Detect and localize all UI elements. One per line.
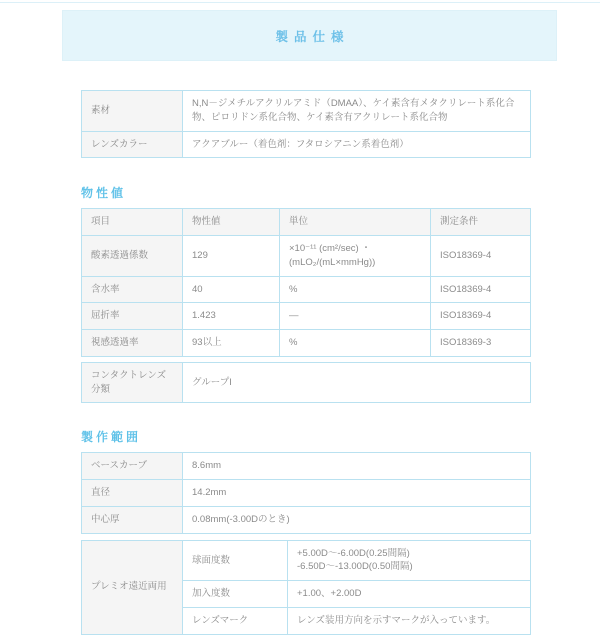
luminous-transmittance-condition: ISO18369-3 — [431, 330, 531, 357]
section-title-physical-properties: 物性値 — [81, 186, 127, 201]
unit-line-1: ×10⁻¹¹ (cm²/sec) ・ — [289, 243, 371, 255]
spherical-power-line-1: +5.00D〜-6.00D(0.25間隔) — [297, 547, 410, 559]
table-row — [82, 453, 531, 480]
col-header-unit: 単位 — [280, 209, 431, 236]
classification-label: コンタクトレンズ分類 — [82, 362, 183, 403]
lens-mark-label: レンズマーク — [183, 608, 288, 635]
oxygen-permeability-value: 129 — [183, 236, 280, 277]
table-row — [82, 236, 531, 277]
refractive-index-condition: ISO18369-4 — [431, 303, 531, 330]
premio-multifocal-label: プレミオ遠近両用 — [82, 540, 183, 634]
luminous-transmittance-unit: % — [280, 330, 431, 357]
table-row — [82, 506, 531, 533]
water-content-label: 含水率 — [82, 276, 183, 303]
col-header-value: 物性値 — [183, 209, 280, 236]
spherical-power-label: 球面度数 — [183, 540, 288, 581]
center-thickness-value: 0.08mm(-3.00Dのとき) — [183, 506, 531, 533]
oxygen-permeability-unit — [280, 236, 431, 277]
material-label: 素材 — [82, 91, 183, 132]
table-row — [82, 303, 531, 330]
spherical-power-line-2: -6.50D〜-13.00D(0.50間隔) — [297, 561, 413, 573]
col-header-item: 項目 — [82, 209, 183, 236]
table-row — [82, 362, 531, 403]
col-header-condition: 測定条件 — [431, 209, 531, 236]
lens-mark-value: レンズ装用方向を示すマークが入っています。 — [288, 608, 531, 635]
table-row — [82, 480, 531, 507]
water-content-unit: % — [280, 276, 431, 303]
lens-color-label: レンズカラー — [82, 131, 183, 158]
section-title-production-range: 製作範囲 — [81, 430, 142, 445]
table-row — [82, 131, 531, 158]
addition-power-label: 加入度数 — [183, 581, 288, 608]
refractive-index-label: 屈折率 — [82, 303, 183, 330]
refractive-index-value: 1.423 — [183, 303, 280, 330]
water-content-condition: ISO18369-4 — [431, 276, 531, 303]
materials-table — [81, 90, 531, 158]
base-curve-label: ベースカーブ — [82, 453, 183, 480]
table-row — [82, 276, 531, 303]
luminous-transmittance-value: 93以上 — [183, 330, 280, 357]
premio-multifocal-table — [81, 540, 531, 635]
oxygen-permeability-condition: ISO18369-4 — [431, 236, 531, 277]
classification-value: グループI — [183, 362, 531, 403]
unit-line-2: (mLO₂/(mL×mmHg)) — [289, 256, 376, 268]
oxygen-permeability-label: 酸素透過係数 — [82, 236, 183, 277]
addition-power-value: +1.00、+2.00D — [288, 581, 531, 608]
base-curve-value: 8.6mm — [183, 453, 531, 480]
lens-color-value: アクアブルー（着色剤：フタロシアニン系着色剤） — [183, 131, 531, 158]
spherical-power-value — [288, 540, 531, 581]
physical-properties-table — [81, 208, 531, 357]
page-title-banner — [62, 10, 557, 61]
material-value: N,N－ジメチルアクリルアミド（DMAA）、ケイ素含有メタクリレート系化合物、ピロリドン系化合物、ケイ素含有アクリレート系化合物 — [183, 91, 531, 132]
page-top-divider — [0, 2, 600, 3]
luminous-transmittance-label: 視感透過率 — [82, 330, 183, 357]
table-row — [82, 540, 531, 581]
production-range-table — [81, 452, 531, 533]
diameter-label: 直径 — [82, 480, 183, 507]
content-area — [81, 90, 531, 635]
lens-classification-table — [81, 362, 531, 404]
page-title: 製品仕様 — [275, 29, 350, 44]
water-content-value: 40 — [183, 276, 280, 303]
center-thickness-label: 中心厚 — [82, 506, 183, 533]
table-header-row — [82, 209, 531, 236]
table-row — [82, 330, 531, 357]
table-row — [82, 91, 531, 132]
diameter-value: 14.2mm — [183, 480, 531, 507]
refractive-index-unit: ― — [280, 303, 431, 330]
